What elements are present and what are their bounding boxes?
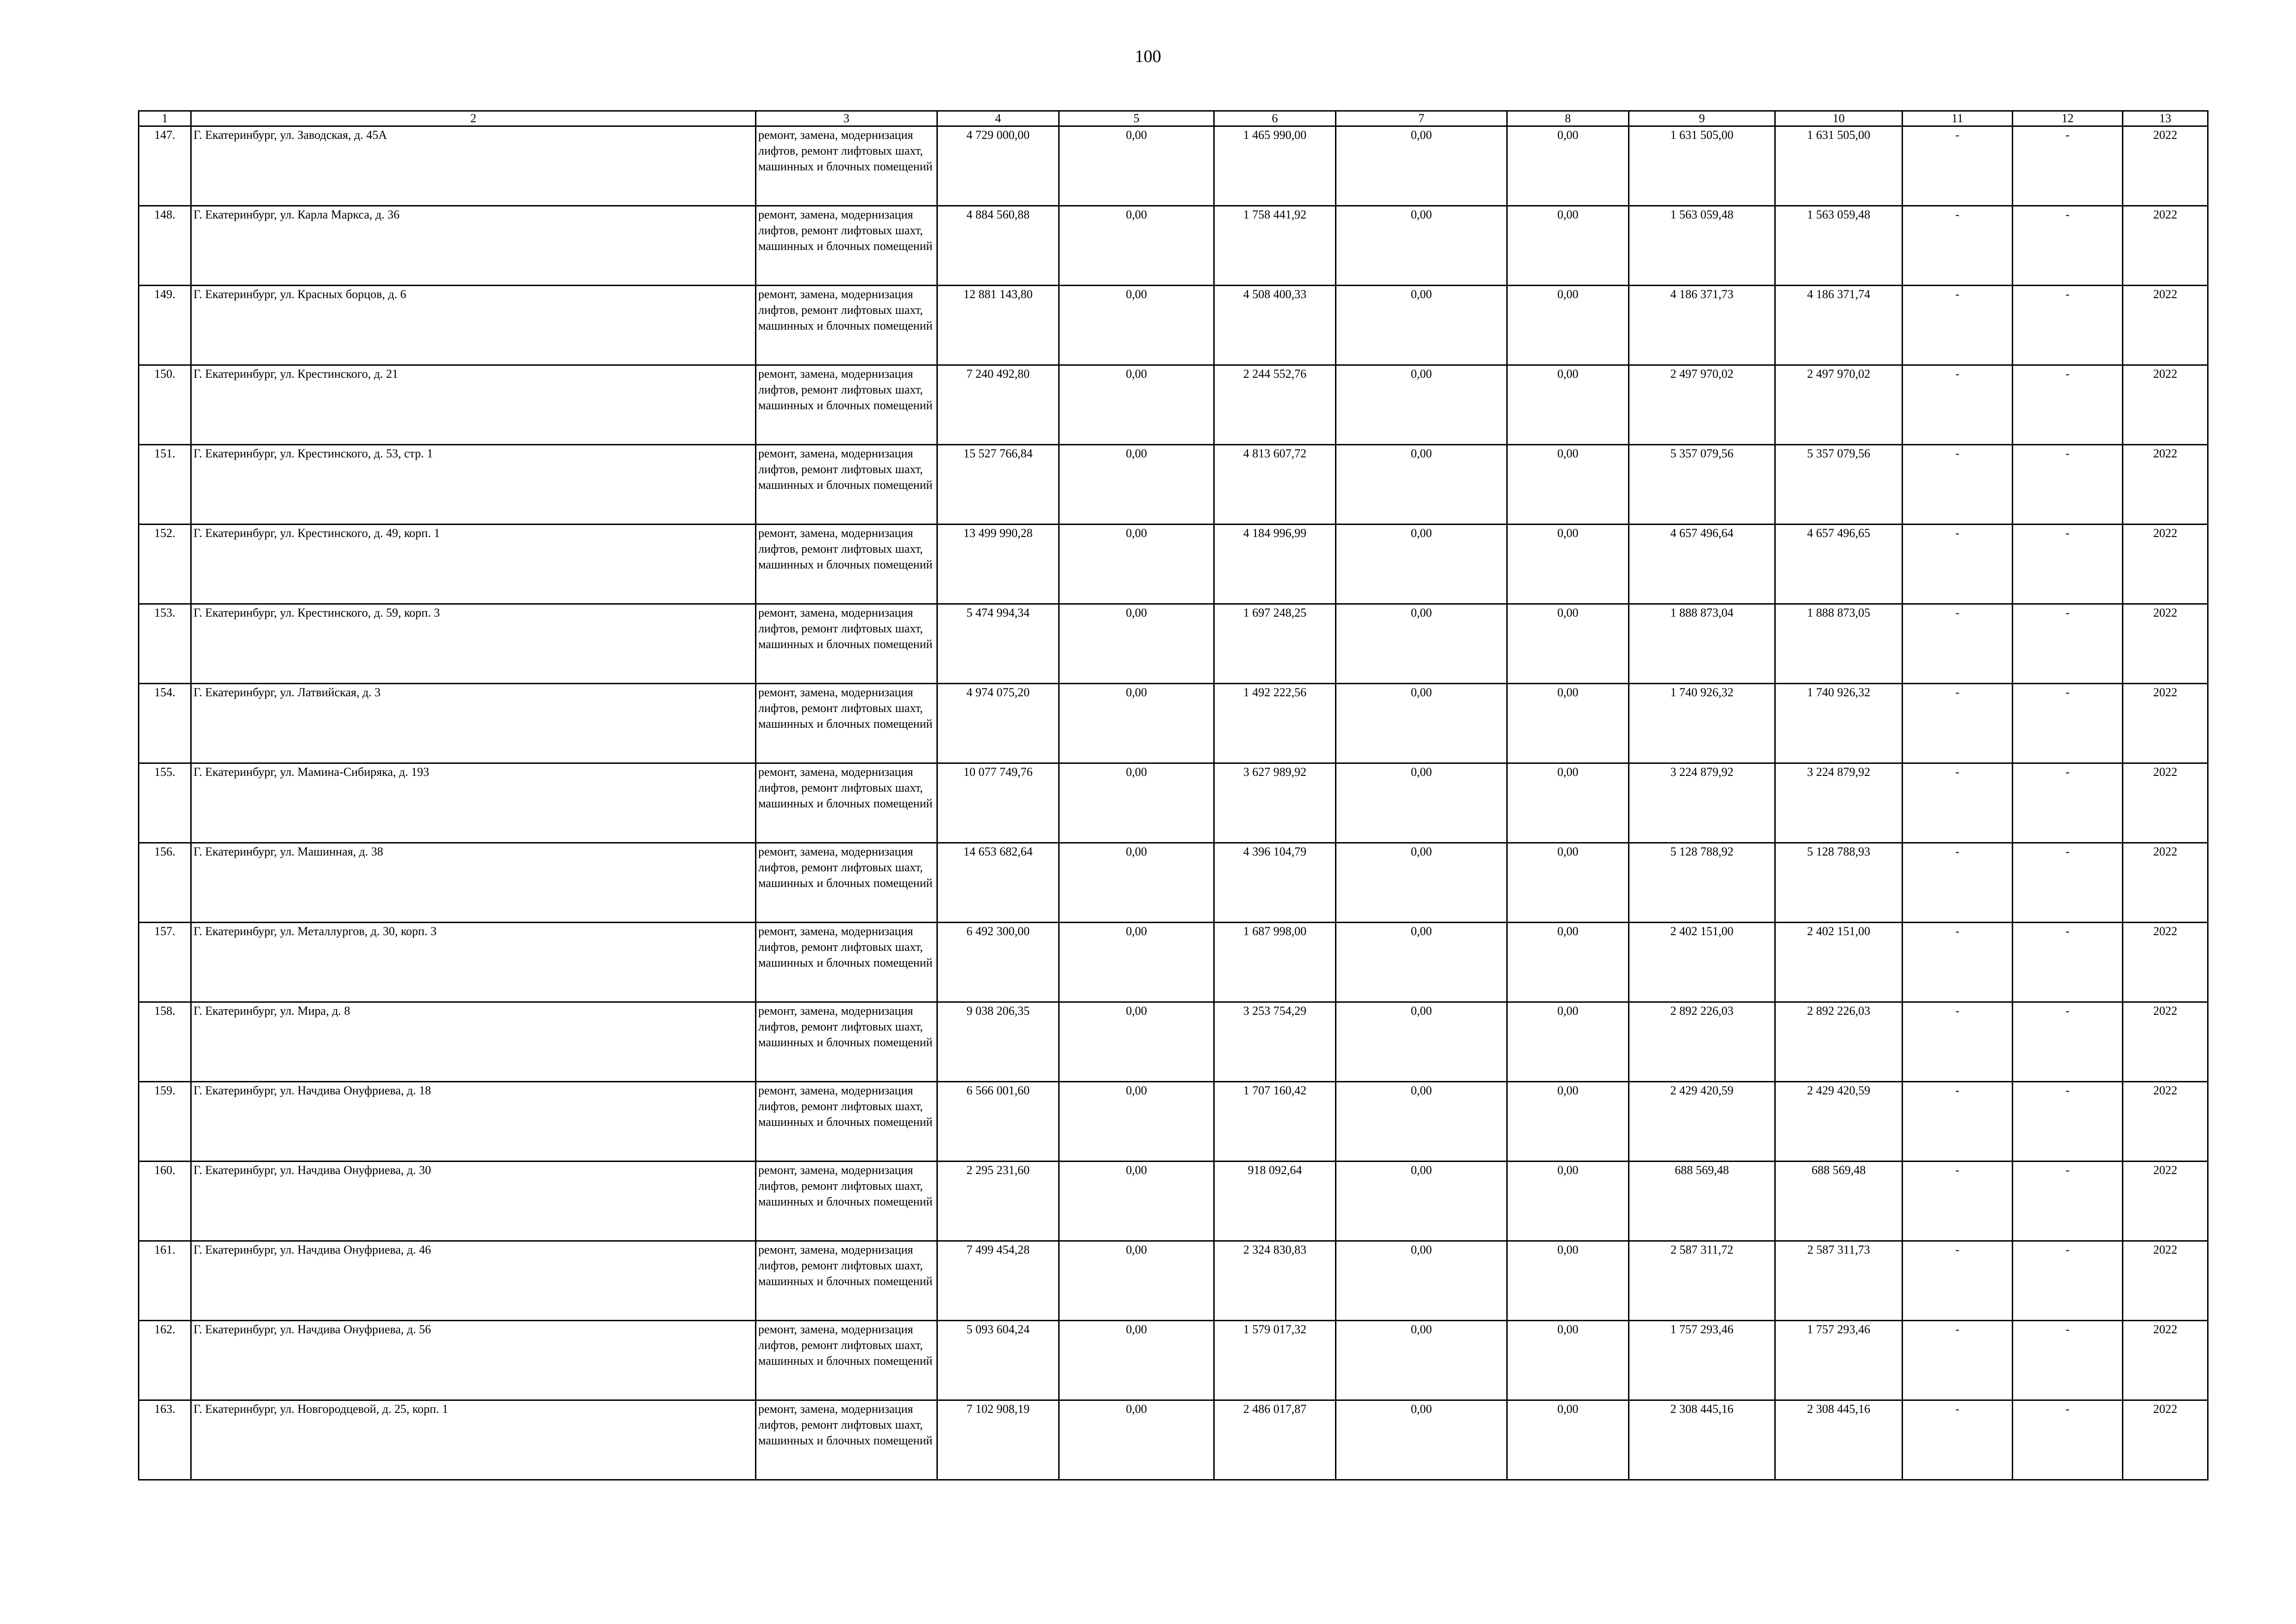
page-number: 100 [1135,47,1161,66]
table-body [139,111,2208,1480]
col10-cell: 1 888 873,05 [1775,604,1903,684]
col12-cell: - [2013,525,2123,604]
col9-cell: 5 128 788,92 [1629,843,1775,923]
row-number: 154. [139,684,191,763]
col10-cell: 1 631 505,00 [1775,126,1903,206]
col9-cell: 1 888 873,04 [1629,604,1775,684]
col9-cell: 2 587 311,72 [1629,1241,1775,1321]
col6-cell: 1 492 222,56 [1214,684,1336,763]
col8-cell: 0,00 [1507,445,1629,525]
address-cell: Г. Екатеринбург, ул. Начдива Онуфриева, д. 56 [191,1321,756,1400]
address-cell: Г. Екатеринбург, ул. Карла Маркса, д. 36 [191,206,756,286]
col7-cell: 0,00 [1336,1321,1507,1400]
col11-cell: - [1903,1002,2013,1082]
col6-cell: 1 687 998,00 [1214,923,1336,1002]
table-row [139,1082,2208,1162]
row-number: 157. [139,923,191,1002]
col4-cell: 10 077 749,76 [937,763,1059,843]
col6-cell: 918 092,64 [1214,1162,1336,1241]
table-row [139,1400,2208,1480]
address-cell: Г. Екатеринбург, ул. Машинная, д. 38 [191,843,756,923]
year-cell: 2022 [2123,1162,2208,1241]
col7-cell: 0,00 [1336,206,1507,286]
col10-cell: 4 186 371,74 [1775,286,1903,365]
col9-cell: 1 740 926,32 [1629,684,1775,763]
col5-cell: 0,00 [1059,923,1214,1002]
col4-cell: 7 499 454,28 [937,1241,1059,1321]
col8-cell: 0,00 [1507,923,1629,1002]
work-type-cell: ремонт, замена, модернизация лифтов, ремонт лифтовых шахт, машинных и блочных помещений [756,206,937,286]
col10-cell: 5 128 788,93 [1775,843,1903,923]
col12-cell: - [2013,365,2123,445]
year-cell: 2022 [2123,1241,2208,1321]
col8-cell: 0,00 [1507,684,1629,763]
row-number: 148. [139,206,191,286]
work-type-cell: ремонт, замена, модернизация лифтов, ремонт лифтовых шахт, машинных и блочных помещений [756,1400,937,1480]
col4-cell: 7 240 492,80 [937,365,1059,445]
col10-cell: 1 757 293,46 [1775,1321,1903,1400]
col5-cell: 0,00 [1059,206,1214,286]
col12-cell: - [2013,1162,2123,1241]
column-header-12: 12 [2013,111,2123,126]
year-cell: 2022 [2123,525,2208,604]
col4-cell: 6 492 300,00 [937,923,1059,1002]
col8-cell: 0,00 [1507,1321,1629,1400]
table-row [139,843,2208,923]
row-number: 152. [139,525,191,604]
col4-cell: 14 653 682,64 [937,843,1059,923]
address-cell: Г. Екатеринбург, ул. Крестинского, д. 21 [191,365,756,445]
col4-cell: 4 884 560,88 [937,206,1059,286]
address-cell: Г. Екатеринбург, ул. Металлургов, д. 30, корп. 3 [191,923,756,1002]
col4-cell: 4 974 075,20 [937,684,1059,763]
address-cell: Г. Екатеринбург, ул. Мамина-Сибиряка, д. 193 [191,763,756,843]
col7-cell: 0,00 [1336,843,1507,923]
row-number: 151. [139,445,191,525]
col9-cell: 2 892 226,03 [1629,1002,1775,1082]
col4-cell: 13 499 990,28 [937,525,1059,604]
col7-cell: 0,00 [1336,1400,1507,1480]
col5-cell: 0,00 [1059,604,1214,684]
table-row [139,1241,2208,1321]
work-type-cell: ремонт, замена, модернизация лифтов, ремонт лифтовых шахт, машинных и блочных помещений [756,525,937,604]
year-cell: 2022 [2123,286,2208,365]
col12-cell: - [2013,206,2123,286]
col7-cell: 0,00 [1336,1082,1507,1162]
work-type-cell: ремонт, замена, модернизация лифтов, ремонт лифтовых шахт, машинных и блочных помещений [756,604,937,684]
row-number: 147. [139,126,191,206]
address-cell: Г. Екатеринбург, ул. Латвийская, д. 3 [191,684,756,763]
col10-cell: 2 892 226,03 [1775,1002,1903,1082]
data-table [138,110,2209,1480]
col8-cell: 0,00 [1507,1400,1629,1480]
col12-cell: - [2013,1002,2123,1082]
col4-cell: 6 566 001,60 [937,1082,1059,1162]
col5-cell: 0,00 [1059,763,1214,843]
col11-cell: - [1903,923,2013,1002]
col11-cell: - [1903,1241,2013,1321]
col9-cell: 2 429 420,59 [1629,1082,1775,1162]
work-type-cell: ремонт, замена, модернизация лифтов, ремонт лифтовых шахт, машинных и блочных помещений [756,923,937,1002]
col4-cell: 15 527 766,84 [937,445,1059,525]
col4-cell: 5 474 994,34 [937,604,1059,684]
year-cell: 2022 [2123,843,2208,923]
col12-cell: - [2013,445,2123,525]
col5-cell: 0,00 [1059,684,1214,763]
col5-cell: 0,00 [1059,1002,1214,1082]
col9-cell: 3 224 879,92 [1629,763,1775,843]
row-number: 159. [139,1082,191,1162]
col5-cell: 0,00 [1059,286,1214,365]
year-cell: 2022 [2123,763,2208,843]
col11-cell: - [1903,445,2013,525]
col11-cell: - [1903,763,2013,843]
row-number: 161. [139,1241,191,1321]
column-header-8: 8 [1507,111,1629,126]
address-cell: Г. Екатеринбург, ул. Крестинского, д. 49, корп. 1 [191,525,756,604]
year-cell: 2022 [2123,684,2208,763]
col6-cell: 2 486 017,87 [1214,1400,1336,1480]
col9-cell: 4 186 371,73 [1629,286,1775,365]
col9-cell: 2 497 970,02 [1629,365,1775,445]
column-header-row [139,111,2208,126]
col10-cell: 2 308 445,16 [1775,1400,1903,1480]
col12-cell: - [2013,1241,2123,1321]
col7-cell: 0,00 [1336,763,1507,843]
col12-cell: - [2013,923,2123,1002]
table-row [139,126,2208,206]
col8-cell: 0,00 [1507,286,1629,365]
col8-cell: 0,00 [1507,843,1629,923]
col7-cell: 0,00 [1336,684,1507,763]
address-cell: Г. Екатеринбург, ул. Заводская, д. 45А [191,126,756,206]
col7-cell: 0,00 [1336,1002,1507,1082]
work-type-cell: ремонт, замена, модернизация лифтов, ремонт лифтовых шахт, машинных и блочных помещений [756,1241,937,1321]
address-cell: Г. Екатеринбург, ул. Красных борцов, д. 6 [191,286,756,365]
column-header-3: 3 [756,111,937,126]
col8-cell: 0,00 [1507,126,1629,206]
address-cell: Г. Екатеринбург, ул. Крестинского, д. 59, корп. 3 [191,604,756,684]
year-cell: 2022 [2123,1400,2208,1480]
address-cell: Г. Екатеринбург, ул. Новгородцевой, д. 25, корп. 1 [191,1400,756,1480]
col9-cell: 1 563 059,48 [1629,206,1775,286]
col6-cell: 4 508 400,33 [1214,286,1336,365]
table-row [139,365,2208,445]
col7-cell: 0,00 [1336,126,1507,206]
row-number: 163. [139,1400,191,1480]
year-cell: 2022 [2123,206,2208,286]
col8-cell: 0,00 [1507,206,1629,286]
work-type-cell: ремонт, замена, модернизация лифтов, ремонт лифтовых шахт, машинных и блочных помещений [756,684,937,763]
address-cell: Г. Екатеринбург, ул. Мира, д. 8 [191,1002,756,1082]
row-number: 156. [139,843,191,923]
col9-cell: 2 308 445,16 [1629,1400,1775,1480]
row-number: 149. [139,286,191,365]
col5-cell: 0,00 [1059,1162,1214,1241]
col6-cell: 4 184 996,99 [1214,525,1336,604]
work-type-cell: ремонт, замена, модернизация лифтов, ремонт лифтовых шахт, машинных и блочных помещений [756,286,937,365]
table-row [139,1162,2208,1241]
year-cell: 2022 [2123,445,2208,525]
column-header-9: 9 [1629,111,1775,126]
work-type-cell: ремонт, замена, модернизация лифтов, ремонт лифтовых шахт, машинных и блочных помещений [756,1162,937,1241]
col9-cell: 2 402 151,00 [1629,923,1775,1002]
column-header-11: 11 [1903,111,2013,126]
col8-cell: 0,00 [1507,1082,1629,1162]
column-header-10: 10 [1775,111,1903,126]
col6-cell: 3 253 754,29 [1214,1002,1336,1082]
year-cell: 2022 [2123,1002,2208,1082]
col5-cell: 0,00 [1059,1400,1214,1480]
col5-cell: 0,00 [1059,126,1214,206]
year-cell: 2022 [2123,126,2208,206]
table-row [139,684,2208,763]
col12-cell: - [2013,763,2123,843]
col5-cell: 0,00 [1059,525,1214,604]
col8-cell: 0,00 [1507,365,1629,445]
col4-cell: 7 102 908,19 [937,1400,1059,1480]
col12-cell: - [2013,1082,2123,1162]
col12-cell: - [2013,1321,2123,1400]
col4-cell: 9 038 206,35 [937,1002,1059,1082]
col4-cell: 5 093 604,24 [937,1321,1059,1400]
table-row [139,525,2208,604]
year-cell: 2022 [2123,1321,2208,1400]
col8-cell: 0,00 [1507,604,1629,684]
col5-cell: 0,00 [1059,1082,1214,1162]
col11-cell: - [1903,365,2013,445]
table-row [139,206,2208,286]
col12-cell: - [2013,604,2123,684]
col10-cell: 2 402 151,00 [1775,923,1903,1002]
table-row [139,286,2208,365]
row-number: 153. [139,604,191,684]
col5-cell: 0,00 [1059,365,1214,445]
col7-cell: 0,00 [1336,1162,1507,1241]
work-type-cell: ремонт, замена, модернизация лифтов, ремонт лифтовых шахт, машинных и блочных помещений [756,1321,937,1400]
col8-cell: 0,00 [1507,525,1629,604]
col11-cell: - [1903,525,2013,604]
col11-cell: - [1903,286,2013,365]
col10-cell: 5 357 079,56 [1775,445,1903,525]
col9-cell: 4 657 496,64 [1629,525,1775,604]
col7-cell: 0,00 [1336,1241,1507,1321]
col8-cell: 0,00 [1507,763,1629,843]
row-number: 150. [139,365,191,445]
column-header-2: 2 [191,111,756,126]
col9-cell: 5 357 079,56 [1629,445,1775,525]
col5-cell: 0,00 [1059,445,1214,525]
col7-cell: 0,00 [1336,525,1507,604]
year-cell: 2022 [2123,923,2208,1002]
col11-cell: - [1903,1321,2013,1400]
col11-cell: - [1903,843,2013,923]
col11-cell: - [1903,1162,2013,1241]
col12-cell: - [2013,286,2123,365]
work-type-cell: ремонт, замена, модернизация лифтов, ремонт лифтовых шахт, машинных и блочных помещений [756,445,937,525]
col9-cell: 1 631 505,00 [1629,126,1775,206]
year-cell: 2022 [2123,604,2208,684]
table-row [139,445,2208,525]
col10-cell: 2 497 970,02 [1775,365,1903,445]
year-cell: 2022 [2123,1082,2208,1162]
col12-cell: - [2013,684,2123,763]
address-cell: Г. Екатеринбург, ул. Крестинского, д. 53, стр. 1 [191,445,756,525]
work-type-cell: ремонт, замена, модернизация лифтов, ремонт лифтовых шахт, машинных и блочных помещений [756,1082,937,1162]
column-header-7: 7 [1336,111,1507,126]
address-cell: Г. Екатеринбург, ул. Начдива Онуфриева, д. 18 [191,1082,756,1162]
col11-cell: - [1903,684,2013,763]
col5-cell: 0,00 [1059,843,1214,923]
col6-cell: 4 813 607,72 [1214,445,1336,525]
col11-cell: - [1903,206,2013,286]
address-cell: Г. Екатеринбург, ул. Начдива Онуфриева, д. 30 [191,1162,756,1241]
col9-cell: 688 569,48 [1629,1162,1775,1241]
col10-cell: 1 740 926,32 [1775,684,1903,763]
work-type-cell: ремонт, замена, модернизация лифтов, ремонт лифтовых шахт, машинных и блочных помещений [756,126,937,206]
col7-cell: 0,00 [1336,604,1507,684]
table-row [139,1321,2208,1400]
table-row [139,923,2208,1002]
col6-cell: 1 758 441,92 [1214,206,1336,286]
col10-cell: 1 563 059,48 [1775,206,1903,286]
address-cell: Г. Екатеринбург, ул. Начдива Онуфриева, д. 46 [191,1241,756,1321]
col4-cell: 4 729 000,00 [937,126,1059,206]
row-number: 160. [139,1162,191,1241]
column-header-4: 4 [937,111,1059,126]
col8-cell: 0,00 [1507,1162,1629,1241]
col7-cell: 0,00 [1336,923,1507,1002]
year-cell: 2022 [2123,365,2208,445]
col11-cell: - [1903,1400,2013,1480]
table-row [139,1002,2208,1082]
col12-cell: - [2013,1400,2123,1480]
col11-cell: - [1903,1082,2013,1162]
col5-cell: 0,00 [1059,1321,1214,1400]
col10-cell: 3 224 879,92 [1775,763,1903,843]
col11-cell: - [1903,604,2013,684]
column-header-13: 13 [2123,111,2208,126]
col6-cell: 4 396 104,79 [1214,843,1336,923]
col8-cell: 0,00 [1507,1002,1629,1082]
col7-cell: 0,00 [1336,286,1507,365]
col10-cell: 4 657 496,65 [1775,525,1903,604]
row-number: 158. [139,1002,191,1082]
col6-cell: 1 465 990,00 [1214,126,1336,206]
col6-cell: 2 324 830,83 [1214,1241,1336,1321]
col6-cell: 1 579 017,32 [1214,1321,1336,1400]
table-row [139,763,2208,843]
col6-cell: 3 627 989,92 [1214,763,1336,843]
row-number: 155. [139,763,191,843]
col11-cell: - [1903,126,2013,206]
row-number: 162. [139,1321,191,1400]
col6-cell: 1 707 160,42 [1214,1082,1336,1162]
work-type-cell: ремонт, замена, модернизация лифтов, ремонт лифтовых шахт, машинных и блочных помещений [756,1002,937,1082]
col9-cell: 1 757 293,46 [1629,1321,1775,1400]
col5-cell: 0,00 [1059,1241,1214,1321]
col6-cell: 1 697 248,25 [1214,604,1336,684]
column-header-5: 5 [1059,111,1214,126]
col7-cell: 0,00 [1336,445,1507,525]
col8-cell: 0,00 [1507,1241,1629,1321]
col7-cell: 0,00 [1336,365,1507,445]
col12-cell: - [2013,126,2123,206]
work-type-cell: ремонт, замена, модернизация лифтов, ремонт лифтовых шахт, машинных и блочных помещений [756,763,937,843]
col4-cell: 12 881 143,80 [937,286,1059,365]
column-header-1: 1 [139,111,191,126]
col10-cell: 688 569,48 [1775,1162,1903,1241]
col12-cell: - [2013,843,2123,923]
col10-cell: 2 587 311,73 [1775,1241,1903,1321]
col6-cell: 2 244 552,76 [1214,365,1336,445]
col10-cell: 2 429 420,59 [1775,1082,1903,1162]
table-row [139,604,2208,684]
col4-cell: 2 295 231,60 [937,1162,1059,1241]
work-type-cell: ремонт, замена, модернизация лифтов, ремонт лифтовых шахт, машинных и блочных помещений [756,843,937,923]
work-type-cell: ремонт, замена, модернизация лифтов, ремонт лифтовых шахт, машинных и блочных помещений [756,365,937,445]
column-header-6: 6 [1214,111,1336,126]
